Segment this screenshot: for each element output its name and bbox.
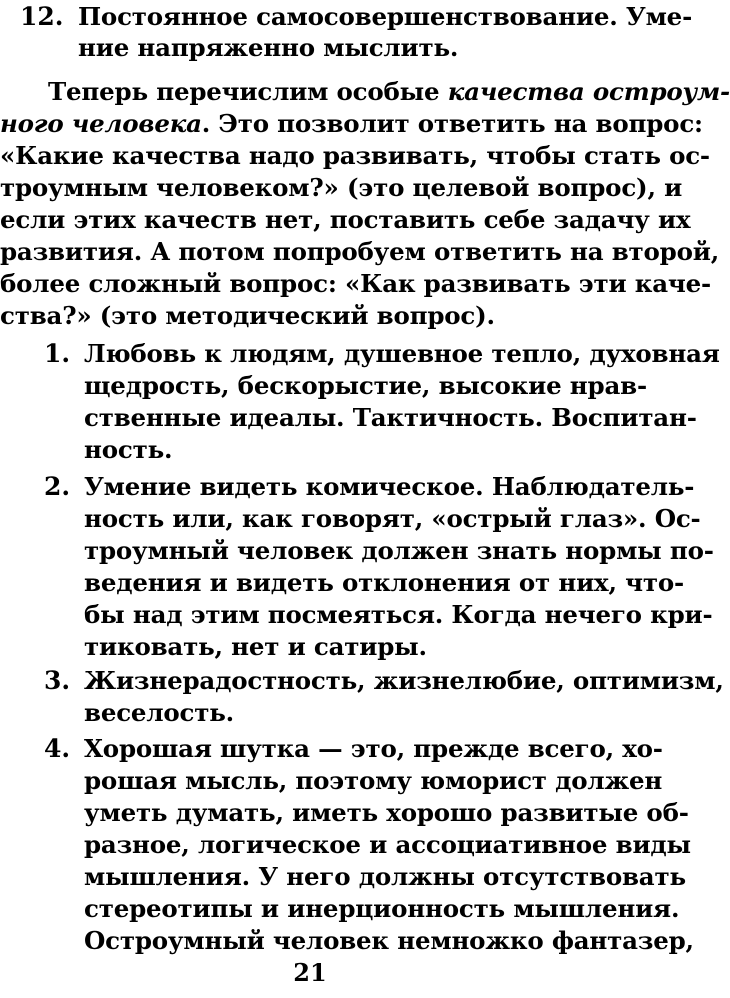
item-12-line-1: Постоянное самосовершенствование. Уме- — [78, 2, 693, 31]
list-item-4-line-6: стереотипы и инерционность мышления. — [84, 894, 680, 923]
intro-line-4: троумным человеком?» (это целевой вопрос), и — [0, 173, 683, 202]
list-item-2-number: 2. — [44, 472, 71, 501]
list-item-4-number: 4. — [44, 734, 71, 763]
list-item-2-line-3: троумный человек должен знать нормы по- — [84, 536, 714, 565]
list-item-4-line-4: разное, логическое и ассоциативное виды — [84, 830, 691, 859]
list-item-3-line-2: веселость. — [84, 698, 234, 727]
list-item-1-line-2: щедрость, бескорыстие, высокие нрав- — [84, 371, 647, 400]
intro-line-1-italic: качества остроум- — [447, 77, 730, 106]
intro-line-2 — [0, 109, 703, 139]
page-number: 21 — [293, 958, 327, 987]
list-item-2-line-2: ность или, как говорят, «острый глаз». Ос- — [84, 504, 701, 533]
list-item-2-line-1: Умение видеть комическое. Наблюдатель- — [84, 472, 695, 501]
list-item-4-line-7: Остроумный человек немножко фантазер, — [84, 926, 694, 955]
list-item-4-line-2: рошая мысль, поэтому юморист должен — [84, 766, 663, 795]
list-item-3-line-1: Жизнерадостность, жизнелюбие, оптимизм, — [84, 666, 724, 695]
list-item-4-line-5: мышления. У него должны отсутствовать — [84, 862, 686, 891]
intro-line-8: ства?» (это методический вопрос). — [0, 301, 495, 330]
list-item-1-number: 1. — [44, 339, 71, 368]
item-12-number: 12. — [20, 2, 64, 31]
item-12-line-2: ние напряженно мыслить. — [78, 33, 459, 62]
intro-line-6: развития. А потом попробуем ответить на второй, — [0, 237, 720, 266]
list-item-1-line-4: ность. — [84, 435, 173, 464]
list-item-1-line-3: ственные идеалы. Тактичность. Воспитан- — [84, 403, 697, 432]
list-item-1-line-1: Любовь к людям, душевное тепло, духовная — [84, 339, 720, 368]
list-item-3-number: 3. — [44, 666, 71, 695]
intro-line-5: если этих качеств нет, поставить себе задачу их — [0, 205, 691, 234]
list-item-2-line-5: бы над этим посмеяться. Когда нечего кри- — [84, 600, 713, 629]
intro-line-2-italic: ного человека — [0, 109, 202, 138]
list-item-2-line-4: ведения и видеть отклонения от них, что- — [84, 568, 684, 597]
intro-line-3: «Какие качества надо развивать, чтобы стать ос- — [0, 141, 710, 170]
intro-line-7: более сложный вопрос: «Как развивать эти каче- — [0, 269, 712, 298]
intro-line-2-text: . Это позволит ответить на вопрос: — [201, 109, 703, 138]
list-item-2-line-6: тиковать, нет и сатиры. — [84, 632, 427, 661]
list-item-4-line-3: уметь думать, иметь хорошо развитые об- — [84, 798, 689, 827]
intro-line-1 — [48, 77, 730, 107]
list-item-4-line-1: Хорошая шутка — это, прежде всего, хо- — [84, 734, 663, 763]
intro-line-1-text: Теперь перечислим особые — [48, 77, 448, 106]
